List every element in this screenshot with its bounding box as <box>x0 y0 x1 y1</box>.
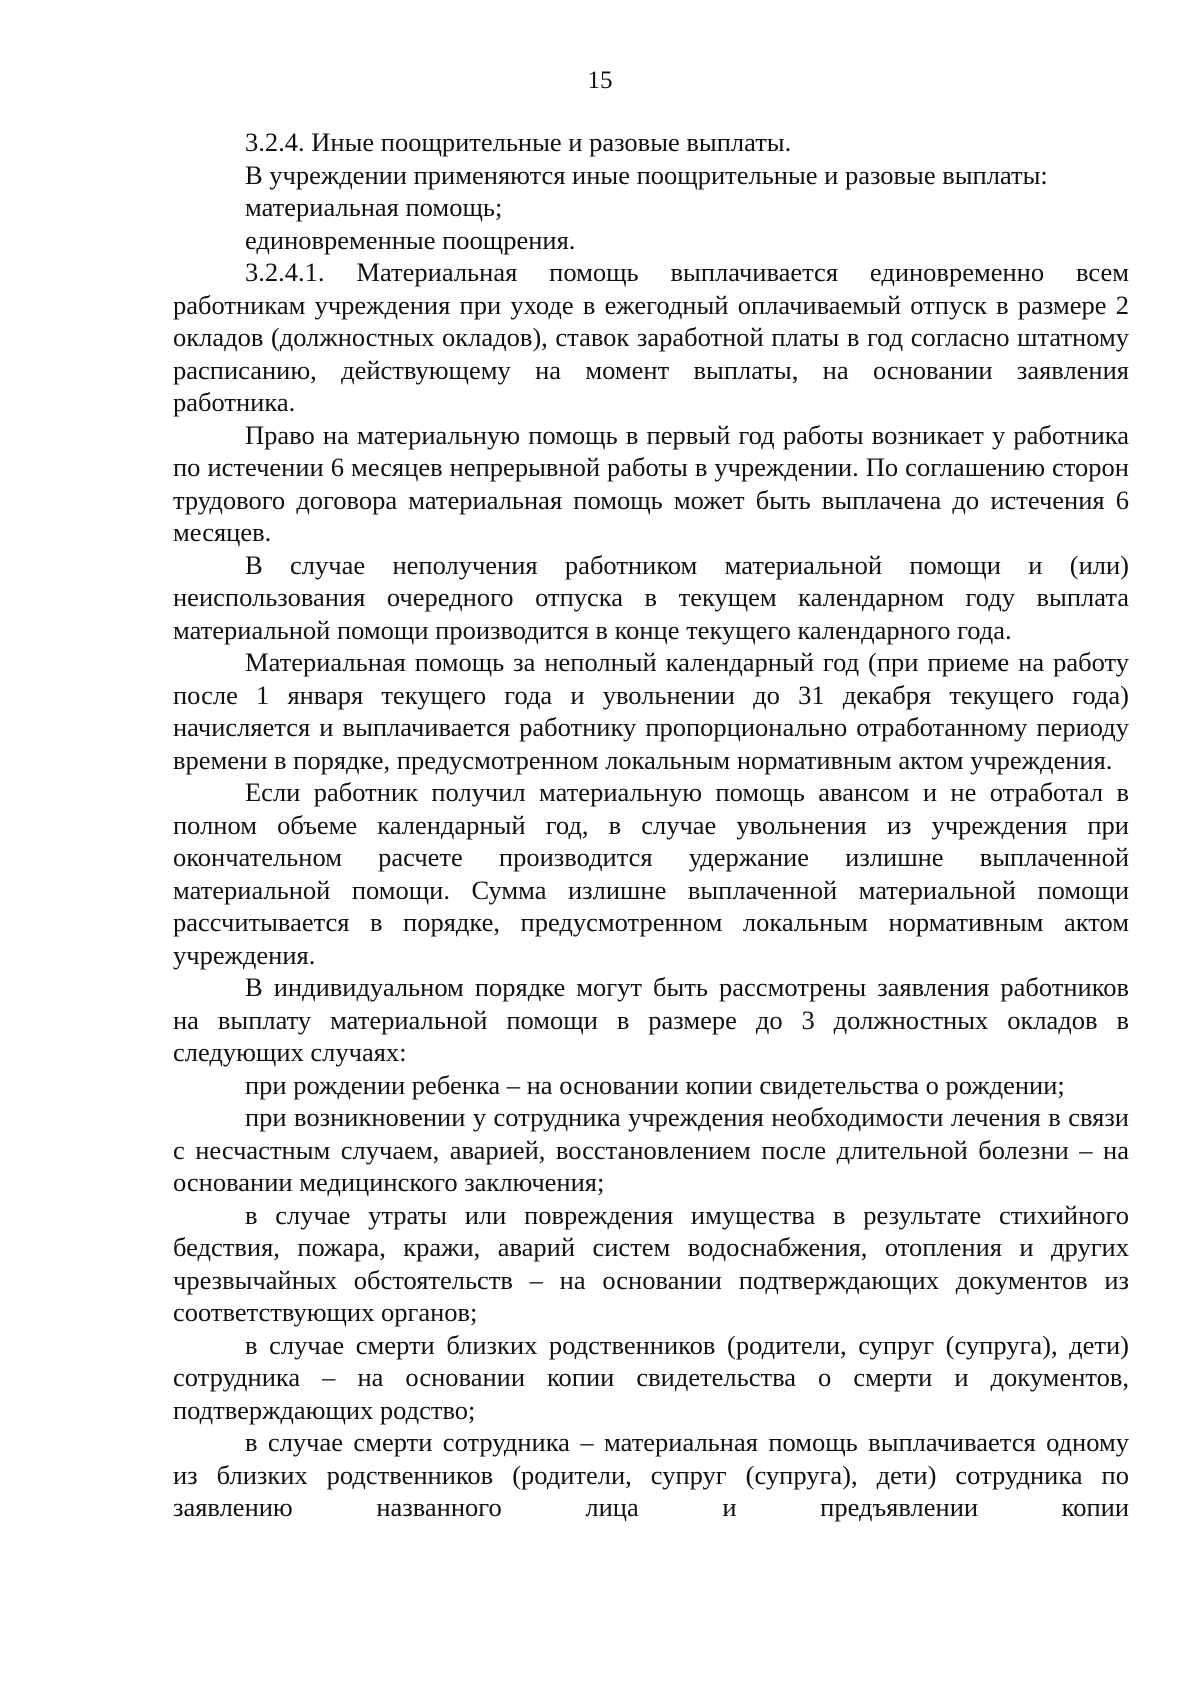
list-item-relative-death: в случае смерти близких родственников (родители, супруг (супруга), дети) сотрудника – на основании копии свидетельства о смерти и документов, подтверждающих родство; <box>173 1329 1129 1425</box>
document-body <box>173 126 1129 1524</box>
paragraph-non-receipt: В случае неполучения работником материальной помощи и (или) неиспользования очередного отпуска в текущем календарном году выплата материальной помощи производится в конце текущего календарного года. <box>173 549 1129 645</box>
section-heading-3-2-4: 3.2.4. Иные поощрительные и разовые выплаты. <box>245 127 792 157</box>
paragraph-first-year-right: Право на материальную помощь в первый год работы возникает у работника по истечении 6 месяцев непрерывной работы в учреждении. По соглашению сторон трудового договора материальная помощь может быть выплачена до истечения 6 месяцев. <box>173 419 1129 547</box>
page-number: 15 <box>587 67 613 94</box>
list-item-birth: при рождении ребенка – на основании копии свидетельства о рождении; <box>245 1069 1065 1100</box>
list-item-material-aid: материальная помощь; <box>245 192 503 222</box>
list-item-property-loss: в случае утраты или повреждения имущества в результате стихийного бедствия, пожара, кражи, аварий систем водоснабжения, отопления и других чрезвычайных обстоятельств – на основании подтверждающих документов из соответствующих органов; <box>173 1199 1129 1327</box>
paragraph-advance-withholding: Если работник получил материальную помощь авансом и не отработал в полном объеме календарный год, в случае увольнения из учреждения при окончательном расчете производится удержание излишне выплаченной материальной помощи. Сумма излишне выплаченной материальной помощи рассчитывается в порядке, предусмотренном локальным нормативным актом учреждения. <box>173 777 1129 970</box>
list-item-one-time-bonus: единовременные поощрения. <box>245 224 576 255</box>
list-item-treatment: при возникновении у сотрудника учреждения необходимости лечения в связи с несчастным случаем, аварией, восстановлением после длительной болезни – на основании медицинского заключения; <box>173 1102 1129 1197</box>
paragraph-incomplete-year: Материальная помощь за неполный календарный год (при приеме на работу после 1 января текущего года и увольнении до 31 декабря текущего года) начисляется и выплачивается работнику пропорционально отработанному периоду времени в порядке, предусмотренном локальным нормативным актом учреждения. <box>173 647 1129 775</box>
paragraph-intro: В учреждении применяются иные поощрительные и разовые выплаты: <box>245 159 1048 190</box>
paragraph-individual-order: В индивидуальном порядке могут быть рассмотрены заявления работников на выплату материальной помощи в размере до 3 должностных окладов в следующих случаях: <box>173 972 1129 1067</box>
list-item-employee-death: в случае смерти сотрудника – материальная помощь выплачивается одному из близких родственников (родители, супруг (супруга), дети) сотрудника по заявлению названного лица и предъявлении копии <box>173 1427 1129 1522</box>
paragraph-3-2-4-1: 3.2.4.1. Материальная помощь выплачивается единовременно всем работникам учреждения при уходе в ежегодный оплачиваемый отпуск в размере 2 окладов (должностных окладов), ставок заработной платы в год согласно штатному расписанию, действующему на момент выплаты, на основании заявления работника. <box>173 257 1129 417</box>
